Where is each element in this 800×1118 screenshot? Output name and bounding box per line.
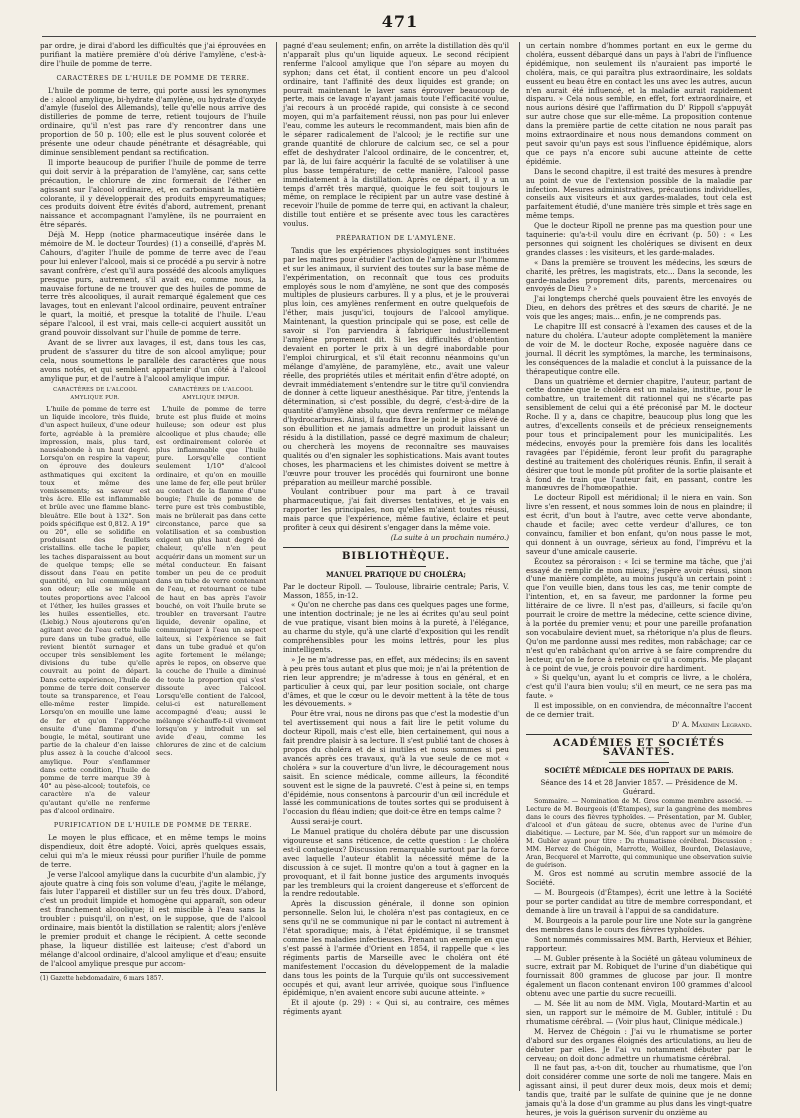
paragraph: L'huile de pomme de terre est un liquide incolore, très fluide, d'un aspect huileux, d'une odeur forte, agréable à la première impression, mais, plus tard, nauséabonde à un haut degré. Lorsqu'on en respire la vapeur, on éprouve des douleurs asthmatiques qui excitent la toux et même des vomissements; sa saveur est très âcre. Elle est inflammable et brûle avec une flamme blanc-bleuâtre. Elle bout à 132°. Son poids spécifique est 0,812. A 19° ou 20°, elle se solidifie en produisant des feuillets cristallins. elle tache le papier, les taches disparaissent au bout de quelque temps; elle se dissout dans l'eau en petite quantité, en lui communiquant son odeur; elle se mêle en toutes proportions avec l'alcool et l'éther, les huiles grasses et les huiles essentielles, etc. (Liebig.) Nous ajouterons qu'en agitant avec de l'eau cette huile pure dans un tube gradué, elle revient bientôt surnager et occuper très sensiblement les divisions du tube qu'elle couvrait au point de départ. Dans cette expérience, l'huile de pomme de terre doit conserver toute sa transparence, et l'eau elle-même rester limpide. Lorsqu'on en mouille une lame de fer et qu'on l'approche ensuite d'une flamme d'une bougie, le métal, soutirant une partie de la chaleur d'en laisse plus assez à la couche d'alcool amylique. Pour s'enflammer dans cette condition, l'huile de pomme de terre marque 39 à 40° au pèse-alcool; toutefois, ce caractère n'a de valeur qu'autant qu'elle ne renferme pas d'alcool ordinaire. bbox=[40, 404, 150, 815]
column-divider-1 bbox=[276, 42, 277, 1091]
paragraph: Et il ajoute (p. 29) : « Qui si, au contraire, ces mêmes régiments ayant bbox=[283, 998, 509, 1017]
column-1 bbox=[40, 42, 266, 1099]
paragraph: Après la discussion générale, il donne son opinion personnelle. Selon lui, le choléra n'est pas contagieux, en ce sens qu'il ne se communique ni par le contact ni autrement à l'état sporadique; mais, à l'état épidémique, il se transmet comme les maladies infectieuses. Prenant un exemple en que s'est passé à l'armée d'Orient en 1854, il rappelle que « les régiments partis de Marseille avec le choléra ont été manifestement l'occasion du développement de la maladie dans tous les points de la Turquie qu'ils ont successivement occupés et qui, avant leur arrivée, quoique sous l'influence épidémique, n'en avaient encore subi aucune atteinte. » bbox=[283, 899, 509, 998]
paragraph: par ordre, je dirai d'abord les difficultés que j'ai éprouvées en purifiant la matière première d'où dérive l'amylène, c'est-à-dire l'huile de pomme de terre. bbox=[40, 41, 266, 68]
impure-alcohol-column bbox=[156, 386, 266, 817]
paragraph: Aussi serai-je court. bbox=[291, 817, 363, 827]
column-3 bbox=[526, 41, 752, 1117]
continuation-note: (La suite à un prochain numéro.) bbox=[390, 532, 509, 542]
paragraph: » Je ne m'adresse pas, en effet, aux médecins; ils en savent à peu près tous autant et plus que moi; je n'ai la prétention de rien leur apprendre; je m'adresse à tous en général, et en particulier à ceux qui, par leur position sociale, ont charge d'âmes, et que le cœur ou le devoir mettent à la tête de tous les dévouements. » bbox=[283, 654, 509, 709]
paragraph: Écoutez sa péroraison : « Ici se termine ma tâche, que j'ai essayé de remplir de mon mieux; j'espère avoir réussi, sinon d'une manière complète, au moins jusqu'à un certain point : que l'on veuille bien, dans tous les cas, me tenir compte de l'intention, et, en sa faveur, me pardonner la forme peu littéraire de ce livre. Il n'est pas, d'ailleurs, si facile qu'on pourrait le croire de mettre la médecine, cette science divine, à la portée du premier venu; et pour une pareille profanation son vocabulaire devient muet, sa rhétorique n'a plus de fleurs. Qu'on me pardonne aussi mes redites, mon rabâchage; car ce n'est qu'en rabâchant qu'on arrive à se faire comprendre du lecteur, qu'on le force à retenir ce qu'il a compris. Me plaçant à ce point de vue, je crois pouvoir dire hardiment. bbox=[526, 556, 752, 673]
paragraph: Sont nommés commissaires MM. Barth, Hervieux et Béhier, rapporteur. bbox=[526, 934, 752, 953]
paragraph: — M. Sée lit au nom de MM. Vigla, Moutard-Martin et au sien, un rapport sur le mémoire de M. Gubler, intitulé : Du rhumatisme cérébral. — (Voir plus haut, Clinique médicale.) bbox=[526, 999, 752, 1026]
divider bbox=[366, 566, 426, 567]
paragraph: Le Manuel pratique du choléra débute par une discussion vigoureuse et sans réticence, de cette question : Le choléra est-il contagieux? Discussion remarquable surtout par la force avec laquelle l'auteur établit la nécessité même de la discussion à ce sujet. Il montre qu'on a tout à gagner en la provoquant, et il fait bonne justice des arguments invoqués par les trembleurs qui la croient dangereuse et s'efforcent de la rendre redoutable. bbox=[283, 827, 509, 899]
paragraph: J'ai longtemps cherché quels pouvaient être les envoyés de Dieu, en dehors des prêtres et des sœurs de charité. Je ne vois que les anges; mais... enfin, je ne comprends pas. bbox=[526, 294, 752, 322]
subcolumn-heading: CARACTÈRES DE L'ALCOOL AMYLIQUE PUR. bbox=[53, 386, 137, 401]
section-heading: BIBLIOTHÈQUE. bbox=[341, 550, 451, 562]
paragraph: Je verse l'alcool amylique dans la cucurbite d'un alambic, j'y ajoute quatre à cinq fois son volume d'eau, j'agite le mélange, fais luter l'appareil et distiller sur un feu très doux. D'abord, c'est un produit limpide et homogène qui apparaît, son odeur est franchement alcoolique; il est miscible à l'eau sans la troubler : puisqu'il, on n'est, on le suppose, que de l'alcool ordinaire, mais bientôt la distillation se ralentit; alors j'enlève le premier produit et change le récipient. A cette seconde phase, la liqueur distillée est laiteuse; c'est d'abord un mélange d'alcool ordinaire, d'alcool amylique et d'eau; ensuite de l'alcool amylique presque pur accom- bbox=[40, 869, 266, 968]
subcolumn-heading: CARACTÈRES DE L'ALCOOL AMYLIQUE IMPUR. bbox=[169, 386, 253, 401]
paragraph: Dans le second chapitre, il est traité des mesures à prendre au point de vue de l'extension possible de la maladie par infection. Mesures administratives, précautions individuelles, conseils aux visiteurs et aux gardes-malades, tout cela est parfaitement étudié, d'une manière très simple et très sage en même temps. bbox=[526, 166, 752, 221]
section-heading: PRÉPARATION DE L'AMYLÈNE. bbox=[335, 234, 457, 243]
column-divider-2 bbox=[519, 42, 520, 1091]
paragraph: pagné d'eau seulement; enfin, on arrête la distillation dès qu'il n'apparaît plus qu'un liquide aqueux. Le second récipient renferme l'alcool amylique que l'on sépare au moyen du syphon; dans cet état, il contient encore un peu d'alcool ordinaire, tant l'affinité des deux liquides est grande; on pourrait maintenant le laver sans éprouver beaucoup de perte, mais ce lavage n'ayant jamais toute l'efficacité voulue, j'ai recours à un procédé rapide, qui consiste à ce second moyen, qui m'a parfaitement réussi, non pas pour lui enlever l'eau, comme les auteurs le recommandent, mais bien afin de le séparer radicalement de l'alcool; je le rectifie sur une grande quantité de chlorure de calcium sec, ce sel a pour effet de deshydrater l'alcool ordinaire, de le concentrer, et, par là, de lui faire acquérir la faculté de se volatiliser à une plus basse température; de cette manière, l'alcool passe immédiatement à la distillation. Après ce départ, il y a un temps d'arrêt très marqué, quoique le feu soit toujours le même, on remplace le récipient par un autre vase destiné à recevoir l'huile de pomme de terre qui, en activant la chaleur, distille tout entière et se présente avec tous les caractères voulus. bbox=[283, 41, 509, 229]
divider bbox=[609, 762, 669, 763]
page-number: 471 bbox=[381, 12, 419, 31]
paragraph: Avant de se livrer aux lavages, il est, dans tous les cas, prudent de s'assurer du titre de son alcool amylique; pour cela, nous soumettons le parallèle des caractères que nous avons notés, et qui semblent appartenir d'un côté à l'alcool amylique pur, et de l'autre à l'alcool amylique impur. bbox=[40, 338, 266, 383]
divider bbox=[283, 547, 509, 548]
section-heading: CARACTÈRES DE L'HUILE DE POMME DE TERRE. bbox=[56, 73, 250, 82]
paragraph: Le moyen le plus efficace, et en même temps le moins dispendieux, doit être adopté. Voici, après quelques essais, celui qui m'a le mieux réussi pour purifier l'huile de pomme de terre. bbox=[40, 833, 266, 869]
paragraph: Dans un quatrième et dernier chapitre, l'auteur, partant de cette donnée que le choléra est un malaise, institue, pour le combattre, un traitement dit rationnel qui ne s'écarte pas sensiblement de celui qui a été préconisé par M. le docteur Roche. Il y a, dans ce chapitre, beaucoup plus long que les autres, d'excellents conseils et de précieux renseignements pour tous et principalement pour les municipalités. Les médecins, envoyés pour la première fois dans les localités ravagées par l'épidémie, feront leur profit du paragraphe destiné au traitement des cholériques réunis. Enfin, il serait à désirer que tout le monde pût profiter de la sortie plaisante et à fond de train que l'auteur fait, en passant, contre les manœuvres de l'homœopathie. bbox=[526, 376, 752, 493]
article-title: MANUEL PRATIQUE DU CHOLÉRA; bbox=[326, 569, 466, 579]
paragraph: Il ne faut pas, a-t-on dit, toucher au rhumatisme, que l'on doit considérer comme une sorte de noli me tangere. Mais en agissant ainsi, il peut durer deux mois, deux mois et demi; tandis que, traité par le sulfate de quinine que je ne donne jamais qu'à la dose d'un gramme au plus dans les vingt-quatre heures, je vois la guérison survenir du onzième au bbox=[526, 1063, 752, 1117]
paragraph: Le chapitre III est consacré à l'examen des causes et de la nature du choléra. L'auteur adopte complètement la manière de voir de M. le docteur Roche, exposée naguère dans ce journal. Il décrit les symptômes, la marche, les terminaisons, les conséquences de la maladie et conclut à la puissance de la thérapeutique contre elle. bbox=[526, 322, 752, 376]
paragraph: Tandis que les expériences physiologiques sont instituées par les maîtres pour étudier l'action de l'amylène sur l'homme et sur les animaux, il survient des toutes sur la base même de l'expérimentation, on reconnaît que tous ces produits employés sous le nom d'amylène, ne sont que des composés multiples de plusieurs carbures. Il y a plus, et je le prouverai plus loin, ces amylènes renferment en outre quelquefois de l'éther, mais jusqu'ici, toujours de l'alcool amylique. Maintenant, la question principale qui se pose, est celle de savoir si l'on parviendra à fabriquer industriellement l'amylène proprement dit. Si les difficultés d'obtention devaient en porter le prix à un degré inabordable pour l'emploi chirurgical, et s'il était reconnu néanmoins qu'un mélange d'amylène, de paramylène, etc., avait une valeur réelle, des propriétés utiles et méritait enfin d'être adopté, on devrait immédiatement s'entendre sur le titre qu'il conviendra de donner à cette liqueur anesthésique. Par titre, j'entends la détermination, si c'est possible, du degré, c'est-à-dire de la quantité d'amylène absolu, que devra renfermer ce mélange d'hydrocarbures. Ainsi, il faudra fixer le point le plus élevé de son ébullition et ne jamais admettre un produit laissant un résidu à la distillation, passé ce degré maximum de chaleur; ou chercherà les moyens de reconnaître ses mauvaises qualités ou d'en signaler les sophistications. Mais avant toutes choses, les pharmaciens et les chimistes doivent se mettre à l'œuvre pour trouver les procédés qui fourniront une bonne préparation au meilleur marché possible. bbox=[283, 245, 509, 487]
paragraph: Que le docteur Ripoll ne prenne pas ma question pour une taquinerie: qu'a-t-il voulu dire en écrivant (p. 50) : « Les personnes qui soignent les cholériques se divisent en deux grandes classes : les visiteurs, et les garde-malades. bbox=[526, 221, 752, 257]
paragraph: M. Hervez de Chégoin : J'ai vu le rhumatisme se porter d'abord sur des organes éloignés des articulations, au lieu de débuter par elles. Je l'ai vu notamment débuter par le cerveau; on doit donc admettre un rhumatisme cérébral. bbox=[526, 1026, 752, 1063]
society-title: SOCIÉTÉ MÉDICALE DES HOPITAUX DE PARIS. bbox=[544, 765, 734, 775]
paragraph: Déjà M. Hepp (notice pharmaceutique insérée dans le mémoire de M. le docteur Tourdes) (1) a conseillé, d'après M. Cahours, d'agiter l'huile de pomme de terre avec de l'eau pour lui enlever l'alcool, mais si ce procédé a pu servir à notre savant confrère, c'est qu'il aura possédé des alcools amyliques presque purs, autrement, s'il avait eu, comme nous, la mauvaise fortune de ne trouver que des huiles de pomme de terre très alcooliques, il aurait remarqué également que ces lavages, tout en enlevant l'alcool ordinaire, peuvent entraîner le quart, la moitié, et presque la totalité de l'huile. L'eau sépare l'alcool, il est vrai, mais celle-ci acquiert aussitôt un grand pouvoir dissolvant sur l'huile de pomme de terre. bbox=[40, 230, 266, 338]
paragraph: L'huile de pomme de terre brute est plus fluide et moins huileuse; son odeur est plus alcoolique et plus chaude; elle est ordinairement colorée et plus inflammable que l'huile pure. Lorsqu'elle contient seulement 1/10° d'alcool ordinaire, et qu'on en mouille une lame de fer, elle peut brûler au contact de la flamme d'une bougie; l'huile de pomme de terre pure est très combustible, mais ne brûlerait pas dans cette circonstance, parce que sa volatilisation et sa combustion exigent un plus haut degré de chaleur, qu'elle n'en peut acquérir dans un moment sur un métal conducteur. En faisant tomber un peu de ce produit dans un tube de verre contenant de l'eau, et retournant ce tube de haut en bas après l'avoir bouché, on voit l'huile brute se troubler en traversant l'autre liquide, devenir opaline, et communiquer à l'eau un aspect laiteux, si l'expérience se fait dans un tube gradué et qu'on agite fortement le mélange; après le repos, on observe que la couche de l'huile a diminué de toute la proportion qui s'est dissoute avec l'alcool. Lorsqu'elle contient de l'alcool, celui-ci est naturellement accompagné d'eau; aussi le mélange s'échauffe-t-il vivement lorsqu'on y introduit un sel avide d'eau, comme les chlorures de zinc et de calcium secs. bbox=[156, 404, 266, 758]
paragraph: » Si quelqu'un, ayant lu et compris ce livre, a le choléra, c'est qu'il l'aura bien voulu; s'il en meurt, ce ne sera pas ma faute. » bbox=[526, 673, 752, 701]
paragraph: M. Bourgeois a la parole pour lire une Note sur la gangrène des membres dans le cours des fièvres typhoïdes. bbox=[526, 915, 752, 934]
author-signature: D' A. Maximin Legrand. bbox=[671, 719, 752, 729]
paragraph: L'huile de pomme de terre, qui porte aussi les synonymes de : alcool amylique, bi-hydrate d'amylène, ou hydrate d'oxyde d'amyle (fuselol des Allemands), telle qu'elle nous arrive des distilleries de pomme de terre, retient toujours de l'huile ordinaire, qu'il n'est pas rare d'y rencontrer dans une proportion de 50 p. 100; elle est le plus souvent colorée et présente une odeur chaude pénétrante et désagréable, qui diminue sensiblement pendant sa rectification. bbox=[40, 85, 266, 157]
column-2 bbox=[283, 42, 509, 1099]
paragraph: « Qu'on ne cherche pas dans ces quelques pages une forme, une intention doctrinale; je ne les ai écrites qu'au seul point de vue pratique, visant bien moins à la pureté, à l'élégance, au charme du style, qu'à une clarté d'exposition qui les rendît compréhensibles pour les moins lettrés, pour les plus inintelligents. bbox=[283, 600, 509, 654]
paragraph: Il importe beaucoup de purifier l'huile de pomme de terre qui doit servir à la préparation de l'amylène, car, sans cette précaution, le chlorure de zinc formerait de l'éther en agissant sur l'alcool ordinaire, et, en carbonisant la matière colorante, il y développerait des produits empyreumatiques; ces produits doivent être évités d'abord, autrement, prenant naissance et accompagnant l'amylène, ils ne pourraient en être séparés. bbox=[40, 157, 266, 230]
summary: Sommaire. — Nomination de M. Gros comme membre associé. — Lecture de M. Bourgeois (d'Étampes), sur la gangrène des membres dans le cours des fièvres typhoïdes. — Présentation, par M. Gubler, d'alcool et d'un gâteau de sucre, obtenus avec de l'urine d'un diabétique. — Lecture, par M. Sée, d'un rapport sur un mémoire de M. Gubler ayant pour titre : Du rhumatisme cérébral. Discussion : MM. Hervez de Chégoin, Marrotte, Woillez, Bourdon, Delasiauve, Aran, Becquerel et Marrotte, qui communique une observation suivie de guérison. bbox=[526, 797, 752, 870]
comparison-columns bbox=[40, 386, 266, 817]
paragraph: un certain nombre d'hommes portant en eux le germe du choléra, eussent débarqué dans un pays à l'abri de l'influence épidémique, non seulement ils n'auraient pas importé le choléra, mais, ce qui paraîtra plus extraordinaire, les soldats eussent eu beau être en contact les uns avec les autres, aucun n'en aurait été influencé, et la maladie aurait rapidement disparu. » Cela nous semble, en effet, fort extraordinaire, et nous aurions désiré que l'affirmation du D' Rippoll s'appuyât sur autre chose que sur elle-même. La proposition contenue dans la première partie de cette citation ne nous paraît pas moins extraordinaire et nous nous demandons comment on peut savoir qu'un pays est sous l'influence épidémique, alors que ce pays n'a encore subi aucune atteinte de cette épidémie. bbox=[526, 41, 752, 166]
book-reference: Par le docteur Ripoll. — Toulouse, librairie centrale; Paris, V. Masson, 1855, in-12. bbox=[283, 581, 509, 600]
session-line: Séance des 14 et 28 Janvier 1857. — Présidence de M. Guérard. bbox=[540, 777, 738, 796]
footnote: (1) Gazette hebdomadaire, 6 mars 1857. bbox=[40, 972, 266, 984]
paragraph: M. Gros est nommé au scrutin membre associé de la Société. bbox=[526, 869, 752, 888]
section-heading: ACADÉMIES ET SOCIÉTÉS SAVANTES. bbox=[553, 737, 725, 758]
paragraph: Voulant contribuer pour ma part à ce travail pharmaceutique, j'ai fait diverses tentatives, et je vais en rapporter les principales, non qu'elles m'aient toutes réussi, mais parce que l'expérience, même fautive, éclaire et peut profiter à ceux qui désirent s'engager dans la même voie. bbox=[283, 487, 509, 533]
divider bbox=[526, 734, 752, 735]
paragraph: Il est impossible, on en conviendra, de méconnaître l'accent de ce dernier trait. bbox=[526, 701, 752, 720]
section-heading: PURIFICATION DE L'HUILE DE POMME DE TERRE. bbox=[53, 821, 253, 830]
paragraph: Le docteur Ripoll est méridional; il le niera en vain. Son livre s'en ressent, et nous sommes loin de nous en plaindre; il est écrit, d'un bout à l'autre, avec cette verve abondante, chaude et facile; avec cette verdeur d'allures, ce ton convaincu, familier et bon enfant, qu'on nous passe le mot, qui donnent à un ouvrage, sérieux au fond, l'imprévu et la saveur d'une amicale causerie. bbox=[526, 493, 752, 556]
pure-alcohol-column bbox=[40, 386, 150, 817]
paragraph: — M. Bourgeois (d'Étampes), écrit une lettre à la Société pour se porter candidat au titre de membre correspondant, et demande à lire un travail à l'appui de sa candidature. bbox=[526, 888, 752, 916]
header-rule bbox=[42, 36, 756, 37]
paragraph: « Dans la première se trouvent les médecins, les sœurs de charité, les prêtres, les magistrats, etc... Dans la seconde, les garde-malades proprement dits, parents, mercenaires ou envoyés de Dieu ? » bbox=[526, 257, 752, 294]
paragraph: — M. Gubler présente à la Société un gâteau volumineux de sucre, extrait par M. Robiquet de l'urine d'un diabétique qui fournissait 800 grammes de glucose par jour. Il montre également un flacon contenant environ 100 grammes d'alcool obtenu avec une partie du sucre recueilli. bbox=[526, 953, 752, 999]
paragraph: Pour être vrai, nous ne dirons pas que c'est la modestie d'un tel avertissement qui nous a fait lire le petit volume du docteur Ripoll, mais c'est elle, bien certainement, qui nous a fait prendre plaisir à sa lecture. Il s'est publié tant de choses à propos du choléra et de si inutiles et nous sommes si peu avancés après ces travaux, qu'à la vue seule de ce mot « choléra » sur la couverture d'un livre, le découragement nous saisit. En science médicale, comme ailleurs, la fécondité souvent est le signe de la pauvreté. C'est à peine si, en temps d'épidémie, nous consentons à parcourir d'un œil incrédule et lassé les communications de toutes sortes qui se produisent à l'occasion du fléau indien; que doit-ce être en temps calme ? bbox=[283, 709, 509, 817]
